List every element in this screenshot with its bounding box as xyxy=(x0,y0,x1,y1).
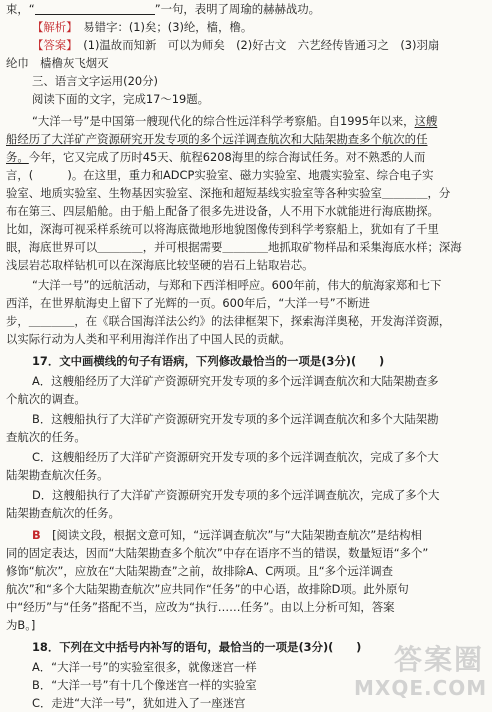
answer-continued: 纶巾 樯橹灰飞烟灭 xyxy=(6,56,109,70)
answer-letter: B xyxy=(32,528,41,542)
question-17: 17．文中画横线的句子有语病，下列修改最恰当的一项是(3分)( ) xyxy=(32,354,385,368)
option-b: B．这艘船执行了大洋矿产资源研究开发专项的多个远洋调查航次和多个大陆架勘 xyxy=(32,412,439,426)
watermark-cn: 答案圈 xyxy=(393,643,484,676)
option-c: C．这艘船经历了大洋矿产资源研究开发专项的多个远洋调查航次，完成了多个大 xyxy=(32,450,439,464)
option-d-continued: 陆架勘查航次的任务。 xyxy=(6,506,120,520)
option-a: A．这艘船经历了大洋矿产资源研究开发专项的多个远洋调查航次和大陆架勘查多 xyxy=(32,374,439,388)
option-c-continued: 陆架勘查航次任务。 xyxy=(6,468,109,482)
explanation-line-5: 中“经历”与“任务”搭配不当，应改为“执行……任务”。由以上分析可知，答案 xyxy=(6,600,395,614)
passage-line-3 xyxy=(6,148,486,166)
passage-text: 今年，它又完成了历时45天、航程6208海里的综合海试任务。对不熟悉的人而 xyxy=(28,150,426,164)
passage-line-11: 西洋，在世界航海史上留下了光辉的一页。600年后，“大洋一号”不断进 xyxy=(6,296,370,310)
question-18: 18．下列在文中括号内补写的语句，最恰当的一项是(3分)( ) xyxy=(32,640,362,654)
option-a-continued: 个航次的调查。 xyxy=(6,392,86,406)
option-b-continued: 查航次的任务。 xyxy=(6,430,86,444)
analysis-text: 易错字：(1)矣；(3)纶，樯，橹。 xyxy=(83,20,253,34)
explanation-line-2: 同的固定表达，因而“大陆架勘查多个航次”中存在语序不当的错误，数量短语“多个” xyxy=(6,546,429,560)
passage-line-2 xyxy=(6,130,486,148)
instructions: 阅读下面的文字，完成17～19题。 xyxy=(32,92,210,106)
passage-line-4: 言，( )。在这里，重力和ADCP实验室、磁力实验室、地震实验室、综合电子实 xyxy=(6,168,434,182)
analysis-line xyxy=(32,18,486,36)
underlined-sentence: 船经历了大洋矿产资源研究开发专项的多个远洋调查航次和大陆架勘查多个航次的任 xyxy=(6,132,428,146)
passage-line-9: 浅层岩芯取样钻机可以在深海底比较坚硬的岩石上钻取岩芯。 xyxy=(6,258,314,272)
watermark-logo xyxy=(354,643,488,703)
passage-line-6: 布在第三、四层船舱。由于船上配备了很多先进设备，人不用下水就能进行海底勘探。 xyxy=(6,204,439,218)
explanation-text: [阅读文段，根据文意可知，“远洋调查航次”与“大陆架勘查航次”是结构相 xyxy=(52,528,422,542)
passage-line-7: 比如，深海可视采样系统可以将海底微地形地貌图像传到科学考察船上，犹如有了千里 xyxy=(6,222,439,236)
option-d: D．这艘船执行了大洋矿产资源研究开发专项的多个远洋调查航次，完成了多个大 xyxy=(32,488,440,502)
passage-line-5: 验室、地质实验室、生物基因实验室、深拖和超短基线实验室等各种实验室＿＿＿＿，分 xyxy=(6,186,451,200)
passage-line-13: 以实际行动为人类和平利用海洋作出了中国人民的贡献。 xyxy=(6,332,291,346)
passage-line-1 xyxy=(32,112,486,130)
explanation-line-1 xyxy=(32,526,486,544)
blank xyxy=(35,2,155,15)
answer-tag: 【答案】 xyxy=(32,38,72,52)
passage-line-12: 步，＿＿＿＿，在《联合国海洋法公约》的法律框架下，探索海洋奥秘，开发海洋资源， xyxy=(6,314,451,328)
q18-option-a: A．“大洋一号”的实验室很多，就像迷宫一样 xyxy=(32,660,257,674)
q18-option-b: B．“大洋一号”有十几个像迷宫一样的实验室 xyxy=(32,678,257,692)
analysis-tag: 【解析】 xyxy=(32,20,72,34)
answer-line xyxy=(32,36,486,54)
passage-line-10: “大洋一号”的远航活动，与郑和下西洋相呼应。600年前，伟大的航海家郑和七下 xyxy=(32,278,442,292)
line-1 xyxy=(6,0,486,18)
answer-text: (1)温故而知新 可以为师矣 (2)好古文 六艺经传皆通习之 (3)羽扇 xyxy=(83,38,440,52)
passage-line-8: 眼，海底世界可以＿＿＿＿，并可根据需要＿＿＿＿地抓取矿物样品和采集海底水样；深海 xyxy=(6,240,462,254)
underlined-sentence: 这艘 xyxy=(414,114,438,128)
underlined-sentence: 务。 xyxy=(6,150,29,164)
explanation-line-3: 修饰“航次”，应放在“大陆架勘查”之前，故排除A、C两项。且“多个远洋调查 xyxy=(6,564,393,578)
line-1-suffix: ”一句，表明了周瑜的赫赫战功。 xyxy=(154,2,321,16)
passage-text: “大洋一号”是中国第一艘现代化的综合性远洋科学考察船。自1995年以来， xyxy=(32,114,415,128)
watermark-en: MXQE.COM xyxy=(354,676,488,700)
q18-option-c: C．走进“大洋一号”，犹如进入了一座迷宫 xyxy=(32,696,246,710)
explanation-line-4: 航次”和“多个大陆架勘查航次”应共同作“任务”的中心语，故排除D项。此外原句 xyxy=(6,582,409,596)
line-1-prefix: 束，“ xyxy=(6,2,35,16)
section-heading: 三、语言文字运用(20分) xyxy=(32,74,158,88)
explanation-line-6: 为B。] xyxy=(6,618,36,632)
